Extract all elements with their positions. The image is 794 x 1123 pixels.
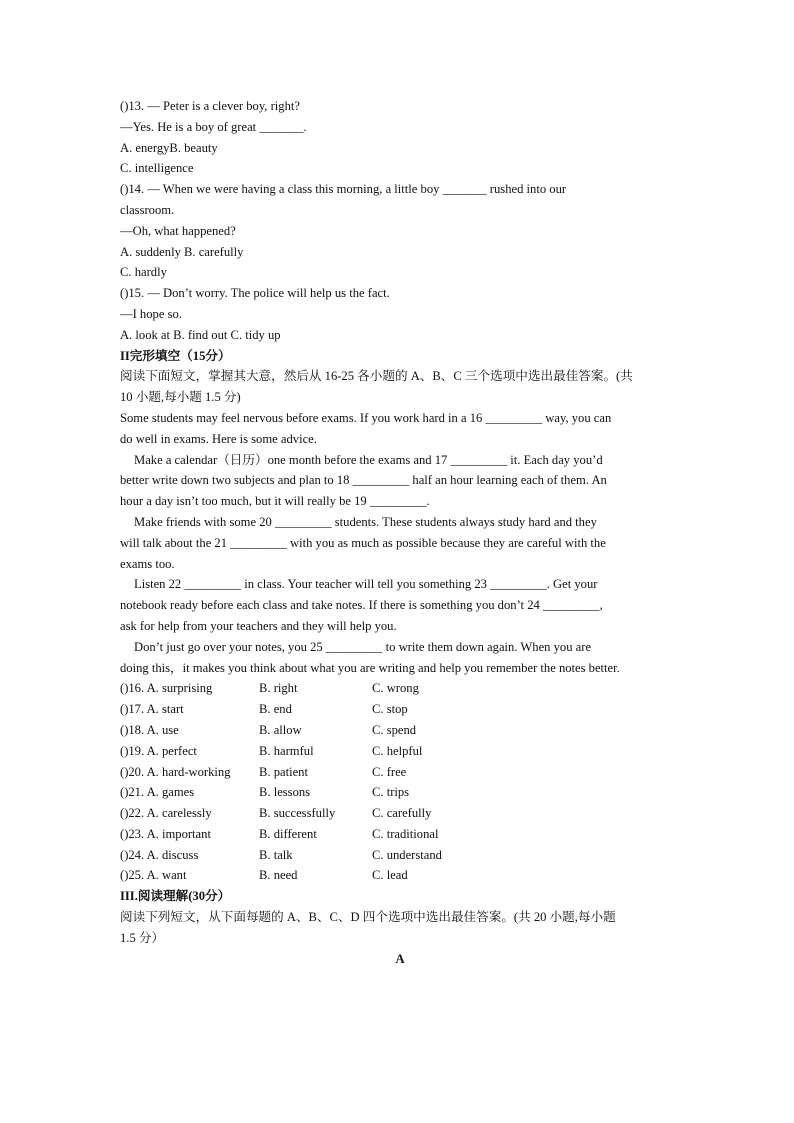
instruction-line: 阅读下面短文，掌握其大意，然后从 16-25 各小题的 A、B、C 三个选项中选出最佳答案。(共 bbox=[120, 369, 633, 384]
option-b: B. talk bbox=[259, 847, 293, 862]
option-a: ()18. A. use bbox=[120, 722, 179, 737]
passage-line: Make friends with some 20 _________ students. These students always study hard and they bbox=[134, 514, 597, 529]
question-line: ()13. — Peter is a clever boy, right? bbox=[120, 99, 300, 113]
option-a: ()16. A. surprising bbox=[120, 681, 213, 696]
passage-line: notebook ready before each class and take notes. If there is something you don’t 24 _________, bbox=[120, 598, 603, 613]
passage-line: Don’t just go over your notes, you 25 _________ to write them down again. When you are bbox=[134, 639, 592, 654]
question-line: A. energyB. beauty bbox=[120, 140, 218, 155]
option-a: ()17. A. start bbox=[120, 702, 184, 717]
option-b: B. right bbox=[259, 681, 298, 696]
passage-line: Listen 22 _________ in class. Your teacher will tell you something 23 _________. Get your bbox=[134, 577, 598, 592]
cloze-passage bbox=[120, 408, 680, 678]
option-row bbox=[120, 803, 680, 824]
option-c: C. lead bbox=[372, 868, 408, 883]
question-line: —Oh, what happened? bbox=[120, 223, 236, 238]
option-b: B. different bbox=[259, 826, 317, 841]
option-c: C. understand bbox=[372, 847, 442, 862]
option-row bbox=[120, 699, 680, 720]
option-a: ()20. A. hard-working bbox=[120, 764, 231, 779]
reading-section-label: A bbox=[395, 951, 405, 966]
option-a: ()25. A. want bbox=[120, 868, 187, 883]
question-line: C. hardly bbox=[120, 265, 167, 280]
option-row bbox=[120, 865, 680, 886]
instruction-line: 阅读下列短文，从下面每题的 A、B、C、D 四个选项中选出最佳答案。(共 20 小题,每小题 bbox=[120, 910, 616, 925]
question-line: ()15. — Don’t worry. The police will help us the fact. bbox=[120, 286, 390, 301]
reading-heading: III.阅读理解(30分） bbox=[120, 889, 231, 904]
option-row bbox=[120, 824, 680, 845]
worksheet-page bbox=[120, 96, 680, 969]
option-row bbox=[120, 782, 680, 803]
passage-line: will talk about the 21 _________ with you as much as possible because they are careful with the bbox=[120, 535, 606, 550]
option-c: C. traditional bbox=[372, 826, 439, 841]
option-a: ()22. A. carelessly bbox=[120, 806, 212, 821]
instruction-line: 10 小题,每小题 1.5 分) bbox=[120, 390, 241, 405]
option-row bbox=[120, 678, 680, 699]
option-c: C. wrong bbox=[372, 681, 419, 696]
question-line: A. look at B. find out C. tidy up bbox=[120, 327, 281, 342]
option-c: C. trips bbox=[372, 785, 410, 800]
option-b: B. harmful bbox=[259, 743, 314, 758]
question-line: C. intelligence bbox=[120, 161, 194, 176]
question-line: classroom. bbox=[120, 202, 175, 217]
passage-line: better write down two subjects and plan to 18 _________ half an hour learning each of them. An bbox=[120, 473, 607, 488]
option-b: B. allow bbox=[259, 722, 302, 737]
question-line: —I hope so. bbox=[120, 306, 182, 321]
instruction-line: 1.5 分） bbox=[120, 930, 165, 945]
passage-line: exams too. bbox=[120, 556, 175, 571]
option-b: B. successfully bbox=[259, 806, 336, 821]
question-line: ()14. — When we were having a class this morning, a little boy _______ rushed into our bbox=[120, 182, 567, 197]
option-a: ()21. A. games bbox=[120, 785, 195, 800]
option-c: C. spend bbox=[372, 722, 417, 737]
passage-line: hour a day isn’t too much, but it will really be 19 _________. bbox=[120, 494, 430, 509]
cloze-options bbox=[120, 678, 680, 886]
cloze-heading: II完形填空（15分） bbox=[120, 348, 231, 363]
option-b: B. patient bbox=[259, 764, 308, 779]
option-c: C. carefully bbox=[372, 806, 432, 821]
reading-instruction bbox=[120, 907, 680, 949]
passage-line: do well in exams. Here is some advice. bbox=[120, 431, 317, 446]
option-c: C. helpful bbox=[372, 743, 423, 758]
option-a: ()23. A. important bbox=[120, 826, 211, 841]
multiple-choice-section bbox=[120, 96, 680, 346]
passage-line: doing this，it makes you think about what you are writing and help you remember the notes better. bbox=[120, 660, 620, 675]
option-b: B. need bbox=[259, 868, 298, 883]
option-row bbox=[120, 762, 680, 783]
passage-line: Make a calendar（日历）one month before the exams and 17 _________ it. Each day you’d bbox=[134, 452, 603, 467]
option-c: C. stop bbox=[372, 702, 408, 717]
option-c: C. free bbox=[372, 764, 407, 779]
option-b: B. lessons bbox=[259, 785, 311, 800]
option-row bbox=[120, 845, 680, 866]
question-line: —Yes. He is a boy of great _______. bbox=[120, 119, 307, 134]
question-line: A. suddenly B. carefully bbox=[120, 244, 244, 259]
option-row bbox=[120, 741, 680, 762]
option-b: B. end bbox=[259, 702, 292, 717]
cloze-instruction bbox=[120, 366, 680, 408]
option-row bbox=[120, 720, 680, 741]
option-a: ()19. A. perfect bbox=[120, 743, 197, 758]
passage-line: Some students may feel nervous before exams. If you work hard in a 16 _________ way, you can bbox=[120, 410, 612, 425]
option-a: ()24. A. discuss bbox=[120, 847, 199, 862]
passage-line: ask for help from your teachers and they will help you. bbox=[120, 618, 397, 633]
